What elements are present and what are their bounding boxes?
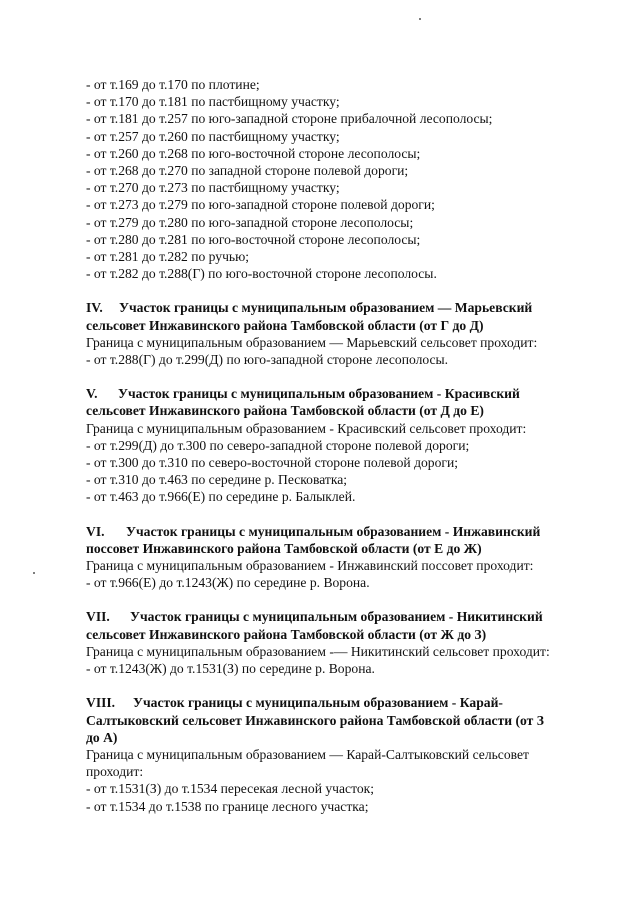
- section-heading: [86, 299, 611, 316]
- list-item: - от т.281 до т.282 по ручью;: [86, 249, 250, 265]
- list-item: - от т.170 до т.181 по пастбищному участку;: [86, 94, 340, 110]
- section-line: Граница с муниципальным образованием — Марьевский сельсовет проходит:: [86, 334, 538, 350]
- list-item: - от т.270 до т.273 по пастбищному участку;: [86, 180, 340, 196]
- section-line: - от т.299(Д) до т.300 по северо-западной стороне полевой дороги;: [86, 437, 470, 453]
- section-line: Граница с муниципальным образованием -— Никитинский сельсовет проходит:: [86, 643, 550, 659]
- intro-list: [86, 76, 611, 282]
- section-line: - от т.1243(Ж) до т.1531(З) по середине р. Ворона.: [86, 661, 375, 677]
- section-line: - от т.310 до т.463 по середине р. Песковатка;: [86, 472, 348, 488]
- section-heading: [86, 608, 611, 625]
- section-heading: [86, 523, 611, 540]
- section-number: V.: [86, 386, 98, 402]
- section-number: VII.: [86, 609, 110, 625]
- section-line: проходит:: [86, 764, 144, 780]
- section-vii: [86, 608, 611, 677]
- page-body: [86, 76, 611, 815]
- list-item: - от т.181 до т.257 по юго-западной стороне прибалочной лесополосы;: [86, 111, 493, 127]
- section-heading: [86, 694, 611, 711]
- section-line: - от т.463 до т.966(Е) по середине р. Балыклей.: [86, 489, 356, 505]
- list-item: - от т.268 до т.270 по западной стороне полевой дороги;: [86, 163, 409, 179]
- list-item: - от т.279 до т.280 по юго-западной стороне лесополосы;: [86, 214, 414, 230]
- section-number: VI.: [86, 523, 105, 539]
- section-heading-text: Участок границы с муниципальным образованием - Красивский: [118, 386, 520, 402]
- list-item: - от т.260 до т.268 по юго-восточной стороне лесополосы;: [86, 145, 421, 161]
- section-line: Граница с муниципальным образованием - Инжавинский поссовет проходит:: [86, 558, 534, 574]
- list-item: - от т.282 до т.288(Г) по юго-восточной стороне лесополосы.: [86, 266, 437, 282]
- list-item: - от т.257 до т.260 по пастбищному участку;: [86, 128, 340, 144]
- section-heading-continued: сельсовет Инжавинского района Тамбовской области (от Д до Е): [86, 403, 484, 419]
- list-item: - от т.280 до т.281 по юго-восточной стороне лесополосы;: [86, 231, 421, 247]
- section-vi: [86, 523, 611, 592]
- list-item: - от т.273 до т.279 по юго-западной стороне полевой дороги;: [86, 197, 435, 213]
- scan-speck: [419, 18, 421, 20]
- section-line: Граница с муниципальным образованием — Карай-Салтыковский сельсовет: [86, 746, 529, 762]
- list-item: - от т.169 до т.170 по плотине;: [86, 77, 260, 92]
- section-heading-text: Участок границы с муниципальным образованием - Карай-: [133, 695, 503, 711]
- section-line: - от т.1534 до т.1538 по границе лесного участка;: [86, 798, 369, 814]
- section-number: IV.: [86, 300, 103, 316]
- section-line: Граница с муниципальным образованием - Красивский сельсовет проходит:: [86, 420, 527, 436]
- section-heading-continued: до А): [86, 729, 118, 745]
- section-heading-text: Участок границы с муниципальным образованием — Марьевский: [119, 300, 533, 316]
- section-heading-continued: сельсовет Инжавинского района Тамбовской области (от Ж до З): [86, 626, 487, 642]
- section-iv: [86, 299, 611, 368]
- section-heading-continued: Салтыковский сельсовет Инжавинского района Тамбовской области (от З: [86, 712, 544, 728]
- section-heading-text: Участок границы с муниципальным образованием - Никитинский: [130, 609, 543, 625]
- section-viii: [86, 694, 611, 814]
- section-line: - от т.300 до т.310 по северо-восточной стороне полевой дороги;: [86, 455, 459, 471]
- section-heading-continued: сельсовет Инжавинского района Тамбовской области (от Г до Д): [86, 317, 484, 333]
- section-heading-text: Участок границы с муниципальным образованием - Инжавинский: [126, 523, 541, 539]
- section-heading: [86, 385, 611, 402]
- section-line: - от т.1531(З) до т.1534 пересекая лесной участок;: [86, 781, 375, 797]
- scan-speck: [33, 572, 35, 574]
- section-heading-continued: поссовет Инжавинского района Тамбовской области (от Е до Ж): [86, 540, 482, 556]
- section-v: [86, 385, 611, 505]
- section-number: VIII.: [86, 695, 116, 711]
- section-line: - от т.288(Г) до т.299(Д) по юго-западной стороне лесополосы.: [86, 352, 449, 368]
- section-line: - от т.966(Е) до т.1243(Ж) по середине р. Ворона.: [86, 575, 370, 591]
